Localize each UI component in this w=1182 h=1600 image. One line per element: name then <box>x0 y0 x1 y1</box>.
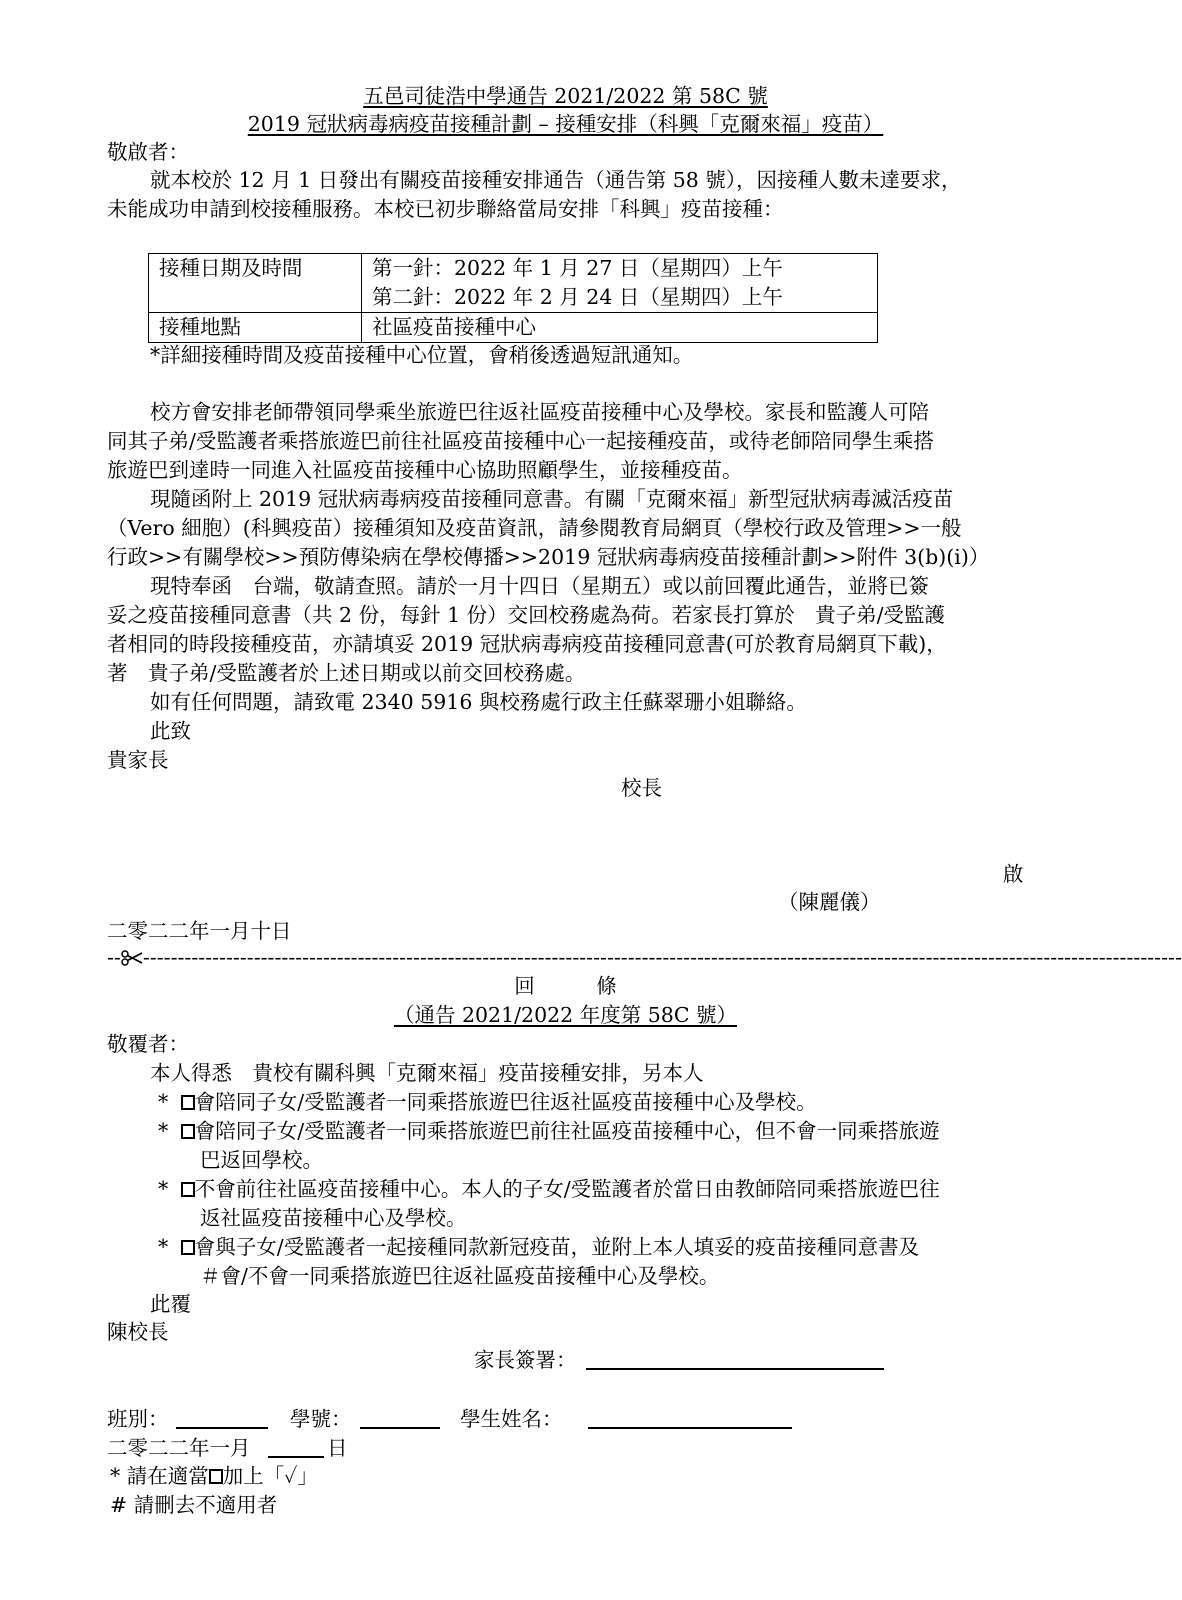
schedule-row-location <box>149 313 878 343</box>
schedule-row-date <box>149 254 878 313</box>
paragraph-line: 現特奉函 台端，敬請查照。請於一月十四日（星期五）或以前回覆此通告，並將已簽 <box>150 574 929 598</box>
paragraph-line: 著 貴子弟/受監護者於上述日期或以前交回校務處。 <box>107 661 586 685</box>
paragraph-line: 行政>>有關學校>>預防傳染病在學校傳播>>2019 冠狀病毒病疫苗接種計劃>>附件 3(b)(i)） <box>107 545 990 569</box>
student-name-field[interactable] <box>588 1427 792 1429</box>
student-no-label: 學號： <box>290 1407 352 1431</box>
reply-date-prefix: 二零二二年一月 <box>107 1436 251 1460</box>
option-star: * <box>158 1090 169 1114</box>
student-no-field[interactable] <box>360 1427 440 1429</box>
closing: 此致 <box>150 719 191 743</box>
second-dose: 第二針：2022 年 2 月 24 日（星期四）上午 <box>372 285 783 309</box>
salutation: 敬啟者： <box>107 140 189 164</box>
paragraph-line: 同其子弟/受監護者乘搭旅遊巴前往社區疫苗接種中心一起接種疫苗，或待老師陪同學生乘搭 <box>107 429 934 453</box>
checkbox-option-3[interactable] <box>181 1182 195 1197</box>
option-4: * 會與子女/受監護者一起接種同款新冠疫苗，並附上本人填妥的疫苗接種同意書及 <box>158 1235 920 1259</box>
first-dose: 第一針：2022 年 1 月 27 日（星期四）上午 <box>372 256 783 280</box>
option-3-cont: 返社區疫苗接種中心及學校。 <box>200 1206 467 1230</box>
schedule-value-date <box>362 254 878 313</box>
option-star: * <box>158 1177 169 1201</box>
paragraph-line: 校方會安排老師帶領同學乘坐旅遊巴往返社區疫苗接種中心及學校。家長和監護人可陪 <box>150 400 929 424</box>
schedule-table <box>148 253 878 343</box>
paragraph-line: 現隨函附上 2019 冠狀病毒病疫苗接種同意書。有關「克爾來福」新型冠狀病毒滅活疫苗 <box>150 487 954 511</box>
note-tick: * 請在適當 加上「✓」 <box>110 1464 319 1488</box>
option-star: * <box>158 1119 169 1143</box>
paragraph-line: 旅遊巴到達時一同進入社區疫苗接種中心協助照顧學生，並接種疫苗。 <box>107 458 743 482</box>
note-delete: # 請刪去不適用者 <box>110 1493 278 1517</box>
schedule-value-location: 社區疫苗接種中心 <box>362 313 878 343</box>
option-2-cont: 巴返回學校。 <box>200 1148 323 1172</box>
reply-statement: 本人得悉 貴校有關科興「克爾來福」疫苗接種安排，另本人 <box>150 1061 704 1085</box>
reply-subtitle: （通告 2021/2022 年度第 58C 號） <box>393 1003 738 1027</box>
intro-line: 就本校於 12 月 1 日發出有關疫苗接種安排通告（通告第 58 號），因接種人數未達要求， <box>150 168 962 192</box>
paragraph-line: 者相同的時段接種疫苗，亦請填妥 2019 冠狀病毒病疫苗接種同意書(可於教育局網頁下載)， <box>107 632 947 656</box>
reply-closing: 此覆 <box>150 1292 191 1316</box>
principal-title: 校長 <box>621 776 662 800</box>
reply-title: 回 條 <box>514 974 617 998</box>
reply-recipient: 陳校長 <box>107 1320 169 1344</box>
schedule-label-location: 接種地點 <box>149 313 362 343</box>
checkbox-option-4[interactable] <box>181 1240 195 1255</box>
checkbox-option-2[interactable] <box>181 1124 195 1139</box>
parent-signature-label: 家長簽署： <box>474 1348 577 1372</box>
checkbox-option-1[interactable] <box>181 1095 195 1110</box>
option-4-cont: ＃會/不會一同乘搭旅遊巴往返社區疫苗接種中心及學校。 <box>200 1264 720 1288</box>
class-field[interactable] <box>176 1427 268 1429</box>
notice-subtitle: 2019 冠狀病毒病疫苗接種計劃 – 接種安排（科興「克爾來福」疫苗） <box>247 112 884 136</box>
signoff: 啟 <box>1003 862 1024 886</box>
class-label: 班別： <box>107 1407 169 1431</box>
student-name-label: 學生姓名： <box>460 1407 563 1431</box>
checkbox-icon <box>209 1469 223 1484</box>
option-star: * <box>158 1235 169 1259</box>
contact-line: 如有任何問題，請致電 2340 5916 與校務處行政主任蘇翠珊小姐聯絡。 <box>150 690 807 714</box>
reply-day-field[interactable] <box>268 1456 324 1458</box>
reply-date-suffix: 日 <box>327 1436 348 1460</box>
option-3: * 不會前往社區疫苗接種中心。本人的子女/受監護者於當日由教師陪同乘搭旅遊巴往 <box>158 1177 940 1201</box>
option-2: * 會陪同子女/受監護者一同乘搭旅遊巴前往社區疫苗接種中心，但不會一同乘搭旅遊 <box>158 1119 940 1143</box>
scissors-icon <box>121 950 143 966</box>
parent-signature-field[interactable] <box>586 1368 884 1370</box>
notice-title: 五邑司徒浩中學通告 2021/2022 第 58C 號 <box>363 84 768 108</box>
schedule-label-date: 接種日期及時間 <box>149 254 362 313</box>
principal-name: （陳麗儀） <box>778 890 881 914</box>
paragraph-line: 妥之疫苗接種同意書（共 2 份，每針 1 份）交回校務處為荷。若家長打算於 貴子弟/受監護 <box>107 603 946 627</box>
reply-salutation: 敬覆者： <box>107 1032 189 1056</box>
paragraph-line: （Vero 細胞）(科興疫苗）接種須知及疫苗資訊，請參閱教育局網頁（學校行政及管理>>一般 <box>107 516 962 540</box>
letter-date: 二零二二年一月十日 <box>107 919 292 943</box>
cut-line: -- ------------------------------------------------------------------------------------------------------------------------------------------------------ <box>107 945 1182 969</box>
recipient: 貴家長 <box>107 748 169 772</box>
option-1: * 會陪同子女/受監護者一同乘搭旅遊巴往返社區疫苗接種中心及學校。 <box>158 1090 817 1114</box>
dash-line: ------------------------------------------------------------------------------------------------------------------------------------------------------ <box>142 945 1182 969</box>
intro-line: 未能成功申請到校接種服務。本校已初步聯絡當局安排「科興」疫苗接種： <box>107 197 784 221</box>
schedule-note: *詳細接種時間及疫苗接種中心位置，會稍後透過短訊通知。 <box>150 343 694 367</box>
